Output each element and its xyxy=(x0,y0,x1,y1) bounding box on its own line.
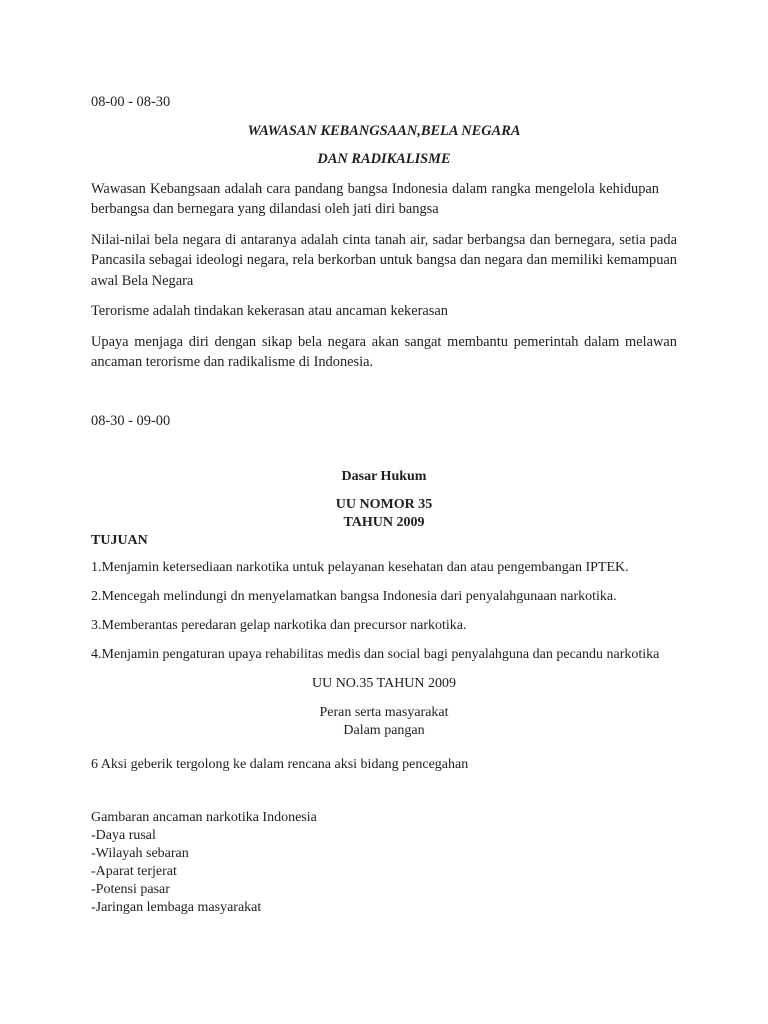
paragraph-terorisme: Terorisme adalah tindakan kekerasan atau ancaman kekerasan xyxy=(91,303,448,319)
tujuan-item-3: 3.Memberantas peredaran gelap narkotika dan precursor narkotika. xyxy=(91,618,467,633)
heading-tujuan: TUJUAN xyxy=(91,533,148,548)
heading-tahun: TAHUN 2009 xyxy=(343,515,425,530)
paragraph-wawasan-part-a: Wawasan Kebangsaan adalah cara pandang bangsa Indonesia dalam rangka mengelola kehidupan xyxy=(91,180,659,197)
gambaran-item: -Wilayah sebaran xyxy=(91,846,189,861)
paragraph-nilai: Nilai-nilai bela negara di antaranya adalah cinta tanah air, sadar berbangsa dan bernegara, setia pada Pancasila sebagai ideologi negara, rela berkorban untuk bangsa dan negara dan memiliki kemampuan awal Bela Negara xyxy=(91,231,677,289)
uu-no-35: UU NO.35 TAHUN 2009 xyxy=(311,676,457,691)
title-line-1: WAWASAN KEBANGSAAN,BELA NEGARA xyxy=(247,122,521,139)
time-range-2: 08-30 - 09-00 xyxy=(91,412,171,429)
gambaran-item: -Jaringan lembaga masyarakat xyxy=(91,900,262,915)
title-line-2: DAN RADIKALISME xyxy=(317,151,451,167)
aksi-line: 6 Aksi geberik tergolong ke dalam rencana aksi bidang pencegahan xyxy=(91,757,469,772)
time-range-1: 08-00 - 08-30 xyxy=(91,94,171,110)
gambaran-item: -Potensi pasar xyxy=(91,882,170,897)
gambaran-item: -Daya rusal xyxy=(91,828,156,843)
tujuan-item-4: 4.Menjamin pengaturan upaya rehabilitas medis dan social bagi penyalahguna dan pecandu narkotika xyxy=(91,647,660,662)
gambaran-item: -Aparat terjerat xyxy=(91,864,177,879)
tujuan-item-1: 1.Menjamin ketersediaan narkotika untuk pelayanan kesehatan dan atau pengembangan IPTEK. xyxy=(91,560,629,575)
document-body xyxy=(91,92,677,917)
tujuan-item-2: 2.Mencegah melindungi dn menyelamatkan bangsa Indonesia dari penyalahgunaan narkotika. xyxy=(91,589,617,604)
peran-line-1: Peran serta masyarakat xyxy=(319,705,449,720)
gambaran-title: Gambaran ancaman narkotika Indonesia xyxy=(91,810,317,825)
heading-dasar-hukum: Dasar Hukum xyxy=(341,469,427,484)
paragraph-upaya: Upaya menjaga diri dengan sikap bela negara akan sangat membantu pemerintah dalam melawan ancaman terorisme dan radikalisme di Indonesia. xyxy=(91,333,677,370)
heading-uu-nomor: UU NOMOR 35 xyxy=(335,497,433,512)
peran-line-2: Dalam pangan xyxy=(343,723,425,738)
paragraph-wawasan-part-b: berbangsa dan bernegara yang dilandasi oleh jati diri bangsa xyxy=(91,201,439,217)
paragraph-wawasan xyxy=(91,179,677,220)
